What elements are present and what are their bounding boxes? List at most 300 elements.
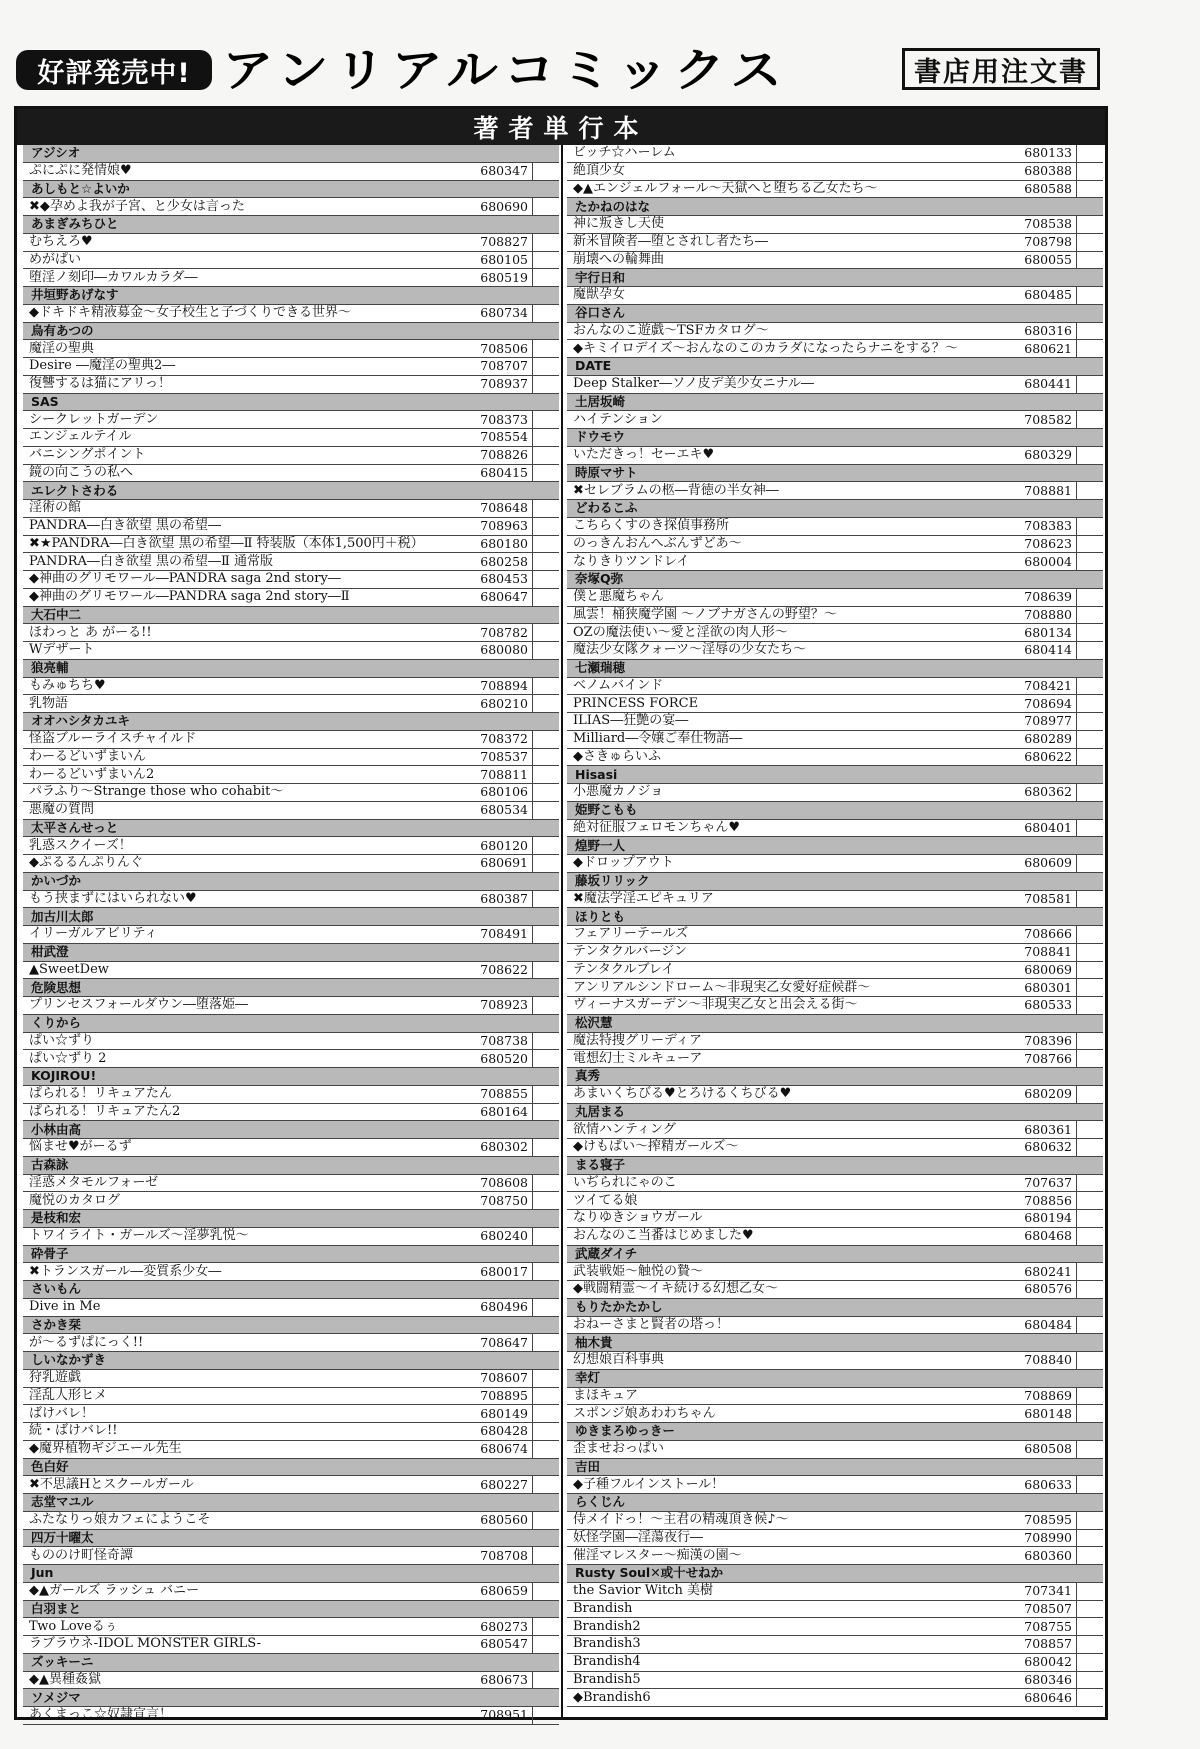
book-row (23, 695, 559, 713)
book-row (23, 891, 559, 909)
order-qty-cell[interactable] (533, 962, 559, 979)
book-title: 侍メイドっ！～主君の精魂頂き候♪～ (573, 1512, 789, 1528)
order-qty-cell[interactable] (533, 642, 559, 659)
book-row (23, 1050, 559, 1068)
book-title: ぱい☆ずり (29, 1032, 95, 1048)
order-qty-cell[interactable] (533, 784, 559, 801)
book-code: 680633 (1016, 1476, 1077, 1493)
author-header: まる寝子 (567, 1157, 1103, 1175)
order-qty-cell[interactable] (533, 553, 559, 570)
book-row (23, 1334, 559, 1352)
book-row (567, 1672, 1103, 1690)
book-code: 680547 (472, 1636, 533, 1653)
order-qty-cell[interactable] (1077, 1210, 1103, 1227)
book-title: スポンジ娘あわわちゃん (573, 1405, 716, 1421)
order-qty-cell[interactable] (1077, 145, 1103, 162)
book-code: 680149 (472, 1405, 533, 1422)
book-title: PANDRA―白き欲望 黒の希望― (29, 518, 222, 534)
book-row (23, 553, 559, 571)
book-row (567, 926, 1103, 944)
order-qty-cell[interactable] (533, 1707, 559, 1724)
order-qty-cell[interactable] (533, 1636, 559, 1653)
book-code: 708708 (472, 1547, 533, 1564)
order-qty-cell[interactable] (533, 1370, 559, 1387)
book-title: ビッチ☆ハーレム (573, 145, 676, 161)
order-qty-cell[interactable] (1077, 1601, 1103, 1618)
book-code: 680647 (472, 589, 533, 606)
book-row (567, 1228, 1103, 1246)
author-header: どわるこふ (567, 500, 1103, 518)
order-qty-cell[interactable] (1077, 252, 1103, 269)
book-row (23, 589, 559, 607)
book-title: 魔法特捜グリーディア (573, 1032, 702, 1048)
order-qty-cell[interactable] (533, 1104, 559, 1121)
author-header: Hisasi (567, 766, 1103, 784)
book-code: 708841 (1016, 944, 1077, 961)
book-title: バニシングポイント (29, 447, 146, 463)
book-title: Brandish3 (573, 1636, 641, 1652)
book-code: 680609 (1016, 855, 1077, 872)
order-qty-cell[interactable] (533, 269, 559, 286)
book-title: ◆神曲のグリモワール―PANDRA saga 2nd story― (29, 571, 341, 587)
book-row (23, 536, 559, 554)
book-row (23, 198, 559, 216)
order-qty-cell[interactable] (533, 766, 559, 783)
order-qty-cell[interactable] (1077, 1033, 1103, 1050)
author-header: 奈塚Q弥 (567, 571, 1103, 589)
book-title: 淫乱人形ヒメ (29, 1387, 108, 1403)
order-qty-cell[interactable] (533, 731, 559, 748)
book-title: ◆ぷるるんぷりんぐ (29, 855, 143, 871)
order-qty-cell[interactable] (1077, 1476, 1103, 1493)
author-header: 大石中二 (23, 607, 559, 625)
order-qty-cell[interactable] (533, 1050, 559, 1067)
order-qty-cell[interactable] (533, 252, 559, 269)
order-qty-cell[interactable] (1077, 1281, 1103, 1298)
book-row (23, 1104, 559, 1122)
book-title: いただきっ！セーエキ♥ (573, 447, 715, 463)
order-qty-cell[interactable] (533, 891, 559, 908)
author-header: くりから (23, 1015, 559, 1033)
order-qty-cell[interactable] (1077, 411, 1103, 428)
order-qty-cell[interactable] (533, 340, 559, 357)
author-header: 武蔵ダイチ (567, 1246, 1103, 1264)
author-header: さかき栞 (23, 1317, 559, 1335)
book-code: 680241 (1016, 1263, 1077, 1280)
book-title: なりゆきショウガール (573, 1210, 703, 1226)
book-title: ◆子種フルインストール！ (573, 1476, 725, 1492)
book-row (567, 287, 1103, 305)
book-title: 怪盗ブルーライスチャイルド (29, 731, 197, 747)
right-column (567, 145, 1103, 1707)
book-code: 680258 (472, 553, 533, 570)
order-qty-cell[interactable] (533, 1547, 559, 1564)
book-row (23, 358, 559, 376)
book-code: 708648 (472, 500, 533, 517)
book-code: 680520 (472, 1050, 533, 1067)
author-header: 白羽まと (23, 1601, 559, 1619)
book-title: もう挟まずにはいられない♥ (29, 890, 197, 906)
order-qty-cell[interactable] (533, 465, 559, 482)
order-qty-cell[interactable] (533, 1672, 559, 1689)
order-qty-cell[interactable] (533, 1405, 559, 1422)
order-qty-cell[interactable] (1077, 997, 1103, 1014)
order-qty-cell[interactable] (1077, 1547, 1103, 1564)
book-row (23, 731, 559, 749)
order-qty-cell[interactable] (533, 571, 559, 588)
order-qty-cell[interactable] (1077, 1228, 1103, 1245)
book-title: テンタクルバージン (573, 944, 687, 960)
author-header: たかねのはな (567, 198, 1103, 216)
order-qty-cell[interactable] (1077, 482, 1103, 499)
book-row (567, 1689, 1103, 1707)
order-qty-cell[interactable] (533, 855, 559, 872)
order-qty-cell[interactable] (1077, 1672, 1103, 1689)
order-qty-cell[interactable] (1077, 376, 1103, 393)
order-qty-cell[interactable] (1077, 1352, 1103, 1369)
book-code: 680106 (472, 784, 533, 801)
book-row (567, 1352, 1103, 1370)
book-row (23, 1583, 559, 1601)
order-qty-cell[interactable] (1077, 944, 1103, 961)
order-qty-cell[interactable] (533, 447, 559, 464)
order-qty-cell[interactable] (533, 358, 559, 375)
book-code: 708694 (1016, 695, 1077, 712)
book-row (567, 784, 1103, 802)
book-code: 680621 (1016, 340, 1077, 357)
order-qty-cell[interactable] (533, 837, 559, 854)
book-code: 680004 (1016, 553, 1077, 570)
order-qty-cell[interactable] (1077, 1388, 1103, 1405)
order-qty-cell[interactable] (533, 1512, 559, 1529)
order-qty-cell[interactable] (1077, 216, 1103, 233)
book-code: 680227 (472, 1476, 533, 1493)
order-qty-cell[interactable] (1077, 1405, 1103, 1422)
book-row (23, 1672, 559, 1690)
order-qty-cell[interactable] (1077, 1583, 1103, 1600)
book-code: 708855 (472, 1086, 533, 1103)
book-row (23, 1192, 559, 1210)
author-header: SAS (23, 394, 559, 412)
author-header: オオハシタカユキ (23, 713, 559, 731)
book-row (23, 269, 559, 287)
book-title: 崩壊への輪舞曲 (573, 251, 665, 267)
order-qty-cell[interactable] (1077, 181, 1103, 198)
order-qty-cell[interactable] (1077, 607, 1103, 624)
order-qty-cell[interactable] (533, 1192, 559, 1209)
book-code: 680080 (472, 642, 533, 659)
order-qty-cell[interactable] (533, 429, 559, 446)
order-qty-cell[interactable] (1077, 891, 1103, 908)
header (14, 44, 1102, 96)
order-qty-cell[interactable] (1077, 731, 1103, 748)
book-row (567, 145, 1103, 163)
book-code: 680622 (1016, 749, 1077, 766)
author-header: ズッキーニ (23, 1654, 559, 1672)
book-row (567, 1192, 1103, 1210)
section-title: 著者単行本 (17, 109, 1105, 145)
brand-logo: アンリアルコミックス (222, 43, 788, 97)
book-title: Brandish5 (573, 1671, 641, 1687)
order-qty-cell[interactable] (533, 624, 559, 641)
book-title: Brandish4 (573, 1654, 641, 1670)
book-row (23, 411, 559, 429)
order-qty-cell[interactable] (1077, 784, 1103, 801)
book-title: ILIAS―狂艶の宴― (573, 713, 689, 729)
book-code: 680388 (1016, 163, 1077, 180)
order-qty-cell[interactable] (1077, 518, 1103, 535)
order-qty-cell[interactable] (1077, 1263, 1103, 1280)
order-qty-cell[interactable] (1077, 1654, 1103, 1671)
order-qty-cell[interactable] (533, 589, 559, 606)
book-row (567, 1654, 1103, 1672)
author-header: 砕骨子 (23, 1246, 559, 1264)
book-code: 680496 (472, 1299, 533, 1316)
order-qty-cell[interactable] (533, 518, 559, 535)
book-code: 708755 (1016, 1618, 1077, 1635)
order-qty-cell[interactable] (1077, 713, 1103, 730)
order-qty-cell[interactable] (1077, 979, 1103, 996)
order-qty-cell[interactable] (1077, 1175, 1103, 1192)
book-row (567, 1033, 1103, 1051)
book-row (23, 1228, 559, 1246)
order-qty-cell[interactable] (533, 411, 559, 428)
order-qty-cell[interactable] (533, 1583, 559, 1600)
order-qty-cell[interactable] (1077, 323, 1103, 340)
book-title: わーるどいずまいん2 (29, 766, 155, 782)
book-title: ▲SweetDew (29, 961, 109, 977)
order-qty-cell[interactable] (1077, 447, 1103, 464)
book-row (567, 482, 1103, 500)
order-qty-cell[interactable] (1077, 749, 1103, 766)
book-code: 680180 (472, 536, 533, 553)
order-qty-cell[interactable] (533, 536, 559, 553)
book-row (567, 589, 1103, 607)
order-qty-cell[interactable] (1077, 1050, 1103, 1067)
order-qty-cell[interactable] (1077, 1618, 1103, 1635)
author-header: 是枝和宏 (23, 1210, 559, 1228)
book-row (567, 1530, 1103, 1548)
book-code: 708383 (1016, 518, 1077, 535)
order-qty-cell[interactable] (533, 926, 559, 943)
book-code: 708396 (1016, 1033, 1077, 1050)
book-title: Brandish2 (573, 1618, 641, 1634)
book-row (23, 802, 559, 820)
book-title: 狩乳遊戯 (29, 1370, 82, 1386)
order-qty-cell[interactable] (1077, 642, 1103, 659)
book-row (567, 553, 1103, 571)
order-qty-cell[interactable] (1077, 536, 1103, 553)
book-title: エンジェルテイル (29, 429, 132, 445)
book-title: おんなのこ当番はじめました♥ (573, 1228, 754, 1244)
book-code: 708623 (1016, 536, 1077, 553)
book-code: 708666 (1016, 926, 1077, 943)
book-code: 708491 (472, 926, 533, 943)
book-title: 武装戦姫～触悦の贄～ (573, 1263, 704, 1279)
order-qty-cell[interactable] (1077, 1441, 1103, 1458)
order-qty-cell[interactable] (1077, 1512, 1103, 1529)
book-row (23, 234, 559, 252)
order-qty-cell[interactable] (533, 305, 559, 322)
order-qty-cell[interactable] (533, 802, 559, 819)
order-qty-cell[interactable] (1077, 1086, 1103, 1103)
order-qty-cell[interactable] (533, 500, 559, 517)
book-title: 絶頂少女 (573, 163, 626, 179)
book-title: 神に叛きし天使 (573, 216, 665, 232)
order-qty-cell[interactable] (533, 1086, 559, 1103)
book-row (567, 323, 1103, 341)
order-qty-cell[interactable] (1077, 1192, 1103, 1209)
book-code: 708373 (472, 411, 533, 428)
book-title: のっきんおんへぶんずどあ～ (573, 535, 742, 551)
order-qty-cell[interactable] (533, 678, 559, 695)
book-title: 妖怪学園―淫蕩夜行― (573, 1529, 704, 1545)
order-qty-cell[interactable] (1077, 678, 1103, 695)
catalog-table (14, 106, 1108, 1723)
author-header: 七瀬瑞穂 (567, 660, 1103, 678)
book-row (567, 962, 1103, 980)
author-header: かいづか (23, 873, 559, 891)
book-title: OZの魔法使い～愛と淫欲の肉人形～ (573, 624, 788, 640)
order-qty-cell[interactable] (1077, 695, 1103, 712)
author-header: 時原マサト (567, 465, 1103, 483)
order-qty-cell[interactable] (1077, 926, 1103, 943)
order-qty-cell[interactable] (533, 1423, 559, 1440)
book-row (567, 891, 1103, 909)
order-qty-cell[interactable] (1077, 1139, 1103, 1156)
book-code: 680361 (1016, 1121, 1077, 1138)
order-qty-cell[interactable] (533, 997, 559, 1014)
book-row (567, 749, 1103, 767)
book-row (567, 1405, 1103, 1423)
order-qty-cell[interactable] (533, 1299, 559, 1316)
author-header: さいもん (23, 1281, 559, 1299)
author-header: らくじん (567, 1494, 1103, 1512)
order-qty-cell[interactable] (533, 163, 559, 180)
order-qty-cell[interactable] (1077, 340, 1103, 357)
book-title: ◆神曲のグリモワール―PANDRA saga 2nd story―Ⅱ (29, 589, 350, 605)
book-title: シークレットガーデン (29, 411, 159, 427)
order-qty-cell[interactable] (1077, 1121, 1103, 1138)
book-title: ばけバレ！ (29, 1405, 95, 1421)
order-qty-cell[interactable] (533, 1175, 559, 1192)
order-qty-cell[interactable] (533, 198, 559, 215)
book-code: 708880 (1016, 607, 1077, 624)
book-row (23, 1370, 559, 1388)
book-row (567, 1601, 1103, 1619)
book-row (567, 1121, 1103, 1139)
book-row (567, 1263, 1103, 1281)
book-row (567, 731, 1103, 749)
book-code: 708372 (472, 731, 533, 748)
book-code: 708507 (1016, 1601, 1077, 1618)
book-title: PRINCESS FORCE (573, 695, 699, 711)
book-row (23, 252, 559, 270)
author-header: 色白好 (23, 1459, 559, 1477)
on-sale-badge: 好評発売中! (16, 50, 212, 90)
author-header: Rusty Soul✕或十せねか (567, 1565, 1103, 1583)
order-qty-cell[interactable] (533, 1618, 559, 1635)
order-qty-cell[interactable] (1077, 589, 1103, 606)
author-header: 烏有あつの (23, 323, 559, 341)
book-title: わーるどいずまいん (29, 748, 147, 764)
order-qty-cell[interactable] (1077, 287, 1103, 304)
book-title: プリンセスフォールダウン―堕落姫― (29, 997, 249, 1013)
book-code: 708537 (472, 749, 533, 766)
order-qty-cell[interactable] (533, 1476, 559, 1493)
book-row (567, 536, 1103, 554)
book-row (567, 1512, 1103, 1530)
order-qty-cell[interactable] (533, 1228, 559, 1245)
order-qty-cell[interactable] (1077, 1689, 1103, 1706)
book-title: ツイてる娘 (573, 1192, 638, 1208)
author-header: 柚木貴 (567, 1334, 1103, 1352)
order-qty-cell[interactable] (533, 1334, 559, 1351)
author-header: ほりとも (567, 908, 1103, 926)
book-row (567, 820, 1103, 838)
order-qty-cell[interactable] (533, 1441, 559, 1458)
order-qty-cell[interactable] (1077, 234, 1103, 251)
book-code: 680133 (1016, 145, 1077, 162)
book-title: ◆キミイロデイズ～おんなのこのカラダになったらナニをする？～ (573, 340, 958, 356)
book-title: ✖★PANDRA―白き欲望 黒の希望―Ⅱ 特装版（本体1,500円＋税） (29, 535, 424, 551)
book-code: 680508 (1016, 1441, 1077, 1458)
order-qty-cell[interactable] (533, 749, 559, 766)
book-title: ベノムバインド (573, 677, 664, 693)
book-title: ✖魔法学淫エピキュリア (573, 890, 714, 906)
order-qty-cell[interactable] (533, 234, 559, 251)
book-title: Deep Stalker―ソノ皮デ美少女ニナル― (573, 376, 814, 392)
order-qty-cell[interactable] (533, 1139, 559, 1156)
book-code: 680360 (1016, 1547, 1077, 1564)
order-qty-cell[interactable] (1077, 163, 1103, 180)
book-title: Wデザート (29, 642, 95, 658)
book-row (567, 1476, 1103, 1494)
book-code: 680588 (1016, 181, 1077, 198)
book-title: 鏡の向こうの私へ (29, 464, 134, 480)
order-qty-cell[interactable] (1077, 1636, 1103, 1653)
book-code: 680484 (1016, 1317, 1077, 1334)
order-qty-cell[interactable] (533, 1033, 559, 1050)
book-title: 催淫マレスター～痴漢の園～ (573, 1547, 742, 1563)
book-code: 680415 (472, 465, 533, 482)
book-code: 708622 (472, 962, 533, 979)
order-qty-cell[interactable] (1077, 624, 1103, 641)
book-row (567, 1086, 1103, 1104)
book-row (23, 447, 559, 465)
order-qty-cell[interactable] (1077, 1317, 1103, 1334)
book-code: 708639 (1016, 589, 1077, 606)
book-title: おねーさまと賢者の塔っ！ (573, 1316, 730, 1332)
order-qty-cell[interactable] (533, 1263, 559, 1280)
book-code: 680148 (1016, 1405, 1077, 1422)
order-qty-cell[interactable] (1077, 553, 1103, 570)
order-qty-cell[interactable] (533, 1388, 559, 1405)
order-qty-cell[interactable] (533, 376, 559, 393)
book-code: 708421 (1016, 678, 1077, 695)
book-row (567, 1139, 1103, 1157)
order-qty-cell[interactable] (533, 695, 559, 712)
book-title: 淫惑メタモルフォーゼ (29, 1174, 159, 1190)
book-title: 僕と悪魔ちゃん (573, 589, 665, 605)
order-qty-cell[interactable] (1077, 855, 1103, 872)
book-code: 680560 (472, 1512, 533, 1529)
book-code: 708782 (472, 624, 533, 641)
order-qty-cell[interactable] (1077, 1530, 1103, 1547)
order-qty-cell[interactable] (1077, 820, 1103, 837)
book-row (567, 624, 1103, 642)
order-qty-cell[interactable] (1077, 962, 1103, 979)
